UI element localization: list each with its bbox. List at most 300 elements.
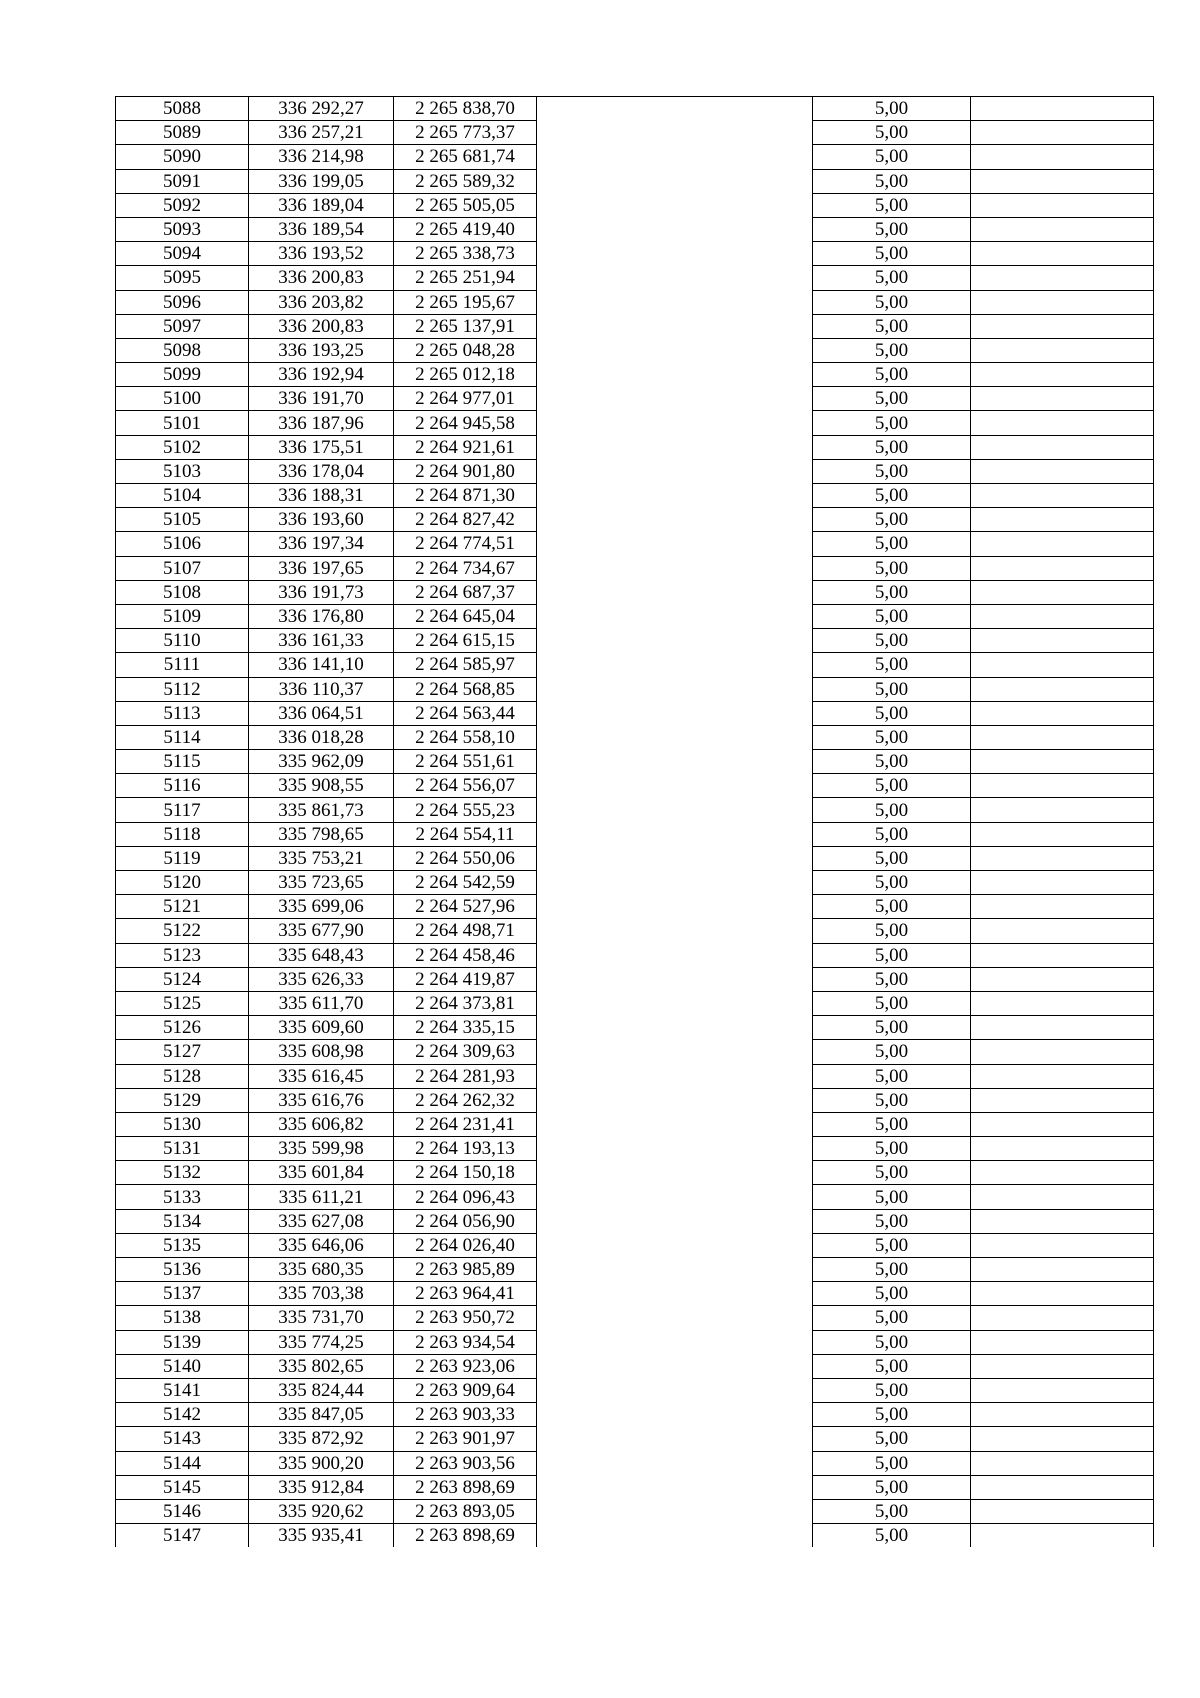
table-row — [116, 1330, 1154, 1354]
empty-cell — [537, 314, 813, 338]
point-number-cell: 5138 — [116, 1306, 249, 1330]
x-coordinate-cell: 335 699,06 — [249, 895, 394, 919]
value-cell: 5,00 — [813, 121, 971, 145]
empty-cell — [537, 193, 813, 217]
empty-cell — [971, 1137, 1154, 1161]
point-number-cell: 5107 — [116, 556, 249, 580]
point-number-cell: 5094 — [116, 242, 249, 266]
point-number-cell: 5132 — [116, 1161, 249, 1185]
empty-cell — [537, 1185, 813, 1209]
x-coordinate-cell: 335 753,21 — [249, 846, 394, 870]
empty-cell — [537, 266, 813, 290]
y-coordinate-cell: 2 263 903,56 — [394, 1451, 537, 1475]
table-row — [116, 1161, 1154, 1185]
point-number-cell: 5145 — [116, 1475, 249, 1499]
empty-cell — [537, 580, 813, 604]
empty-cell — [537, 169, 813, 193]
table-row — [116, 677, 1154, 701]
point-number-cell: 5099 — [116, 363, 249, 387]
point-number-cell: 5090 — [116, 145, 249, 169]
y-coordinate-cell: 2 265 773,37 — [394, 121, 537, 145]
point-number-cell: 5121 — [116, 895, 249, 919]
point-number-cell: 5108 — [116, 580, 249, 604]
empty-cell — [537, 338, 813, 362]
table-row — [116, 1378, 1154, 1402]
table-row — [116, 1137, 1154, 1161]
table-row — [116, 363, 1154, 387]
value-cell: 5,00 — [813, 1499, 971, 1523]
y-coordinate-cell: 2 265 589,32 — [394, 169, 537, 193]
y-coordinate-cell: 2 264 458,46 — [394, 943, 537, 967]
value-cell: 5,00 — [813, 604, 971, 628]
value-cell: 5,00 — [813, 387, 971, 411]
empty-cell — [971, 1524, 1154, 1548]
x-coordinate-cell: 336 200,83 — [249, 314, 394, 338]
y-coordinate-cell: 2 264 774,51 — [394, 532, 537, 556]
empty-cell — [537, 1354, 813, 1378]
empty-cell — [971, 556, 1154, 580]
empty-cell — [971, 193, 1154, 217]
point-number-cell: 5120 — [116, 871, 249, 895]
point-number-cell: 5133 — [116, 1185, 249, 1209]
empty-cell — [971, 1499, 1154, 1523]
y-coordinate-cell: 2 264 419,87 — [394, 967, 537, 991]
empty-cell — [971, 1427, 1154, 1451]
value-cell: 5,00 — [813, 242, 971, 266]
empty-cell — [537, 967, 813, 991]
empty-cell — [537, 1016, 813, 1040]
table-row — [116, 604, 1154, 628]
x-coordinate-cell: 335 900,20 — [249, 1451, 394, 1475]
y-coordinate-cell: 2 264 231,41 — [394, 1112, 537, 1136]
empty-cell — [971, 459, 1154, 483]
empty-cell — [537, 871, 813, 895]
y-coordinate-cell: 2 264 734,67 — [394, 556, 537, 580]
y-coordinate-cell: 2 264 977,01 — [394, 387, 537, 411]
table-row — [116, 266, 1154, 290]
point-number-cell: 5116 — [116, 774, 249, 798]
y-coordinate-cell: 2 263 909,64 — [394, 1378, 537, 1402]
x-coordinate-cell: 335 616,76 — [249, 1088, 394, 1112]
empty-cell — [971, 991, 1154, 1015]
point-number-cell: 5124 — [116, 967, 249, 991]
empty-cell — [537, 1112, 813, 1136]
value-cell: 5,00 — [813, 290, 971, 314]
empty-cell — [971, 314, 1154, 338]
value-cell: 5,00 — [813, 1282, 971, 1306]
y-coordinate-cell: 2 264 542,59 — [394, 871, 537, 895]
table-row — [116, 290, 1154, 314]
point-number-cell: 5143 — [116, 1427, 249, 1451]
value-cell: 5,00 — [813, 411, 971, 435]
value-cell: 5,00 — [813, 774, 971, 798]
table-row — [116, 169, 1154, 193]
x-coordinate-cell: 335 611,21 — [249, 1185, 394, 1209]
x-coordinate-cell: 335 731,70 — [249, 1306, 394, 1330]
value-cell: 5,00 — [813, 1330, 971, 1354]
point-number-cell: 5097 — [116, 314, 249, 338]
table-row — [116, 653, 1154, 677]
y-coordinate-cell: 2 265 137,91 — [394, 314, 537, 338]
x-coordinate-cell: 335 847,05 — [249, 1403, 394, 1427]
table-row — [116, 1403, 1154, 1427]
y-coordinate-cell: 2 264 498,71 — [394, 919, 537, 943]
point-number-cell: 5089 — [116, 121, 249, 145]
empty-cell — [537, 1209, 813, 1233]
empty-cell — [537, 1064, 813, 1088]
x-coordinate-cell: 335 908,55 — [249, 774, 394, 798]
empty-cell — [971, 1330, 1154, 1354]
value-cell: 5,00 — [813, 314, 971, 338]
x-coordinate-cell: 336 292,27 — [249, 97, 394, 121]
table-row — [116, 1233, 1154, 1257]
empty-cell — [537, 895, 813, 919]
y-coordinate-cell: 2 263 950,72 — [394, 1306, 537, 1330]
table-row — [116, 1524, 1154, 1548]
x-coordinate-cell: 336 193,60 — [249, 508, 394, 532]
empty-cell — [971, 121, 1154, 145]
empty-cell — [537, 1258, 813, 1282]
empty-cell — [971, 266, 1154, 290]
y-coordinate-cell: 2 264 554,11 — [394, 822, 537, 846]
table-row — [116, 1185, 1154, 1209]
y-coordinate-cell: 2 265 338,73 — [394, 242, 537, 266]
table-row — [116, 1064, 1154, 1088]
point-number-cell: 5126 — [116, 1016, 249, 1040]
y-coordinate-cell: 2 265 419,40 — [394, 217, 537, 241]
y-coordinate-cell: 2 264 373,81 — [394, 991, 537, 1015]
empty-cell — [971, 604, 1154, 628]
empty-cell — [971, 1161, 1154, 1185]
table-row — [116, 484, 1154, 508]
x-coordinate-cell: 336 200,83 — [249, 266, 394, 290]
empty-cell — [971, 169, 1154, 193]
table-row — [116, 750, 1154, 774]
y-coordinate-cell: 2 263 893,05 — [394, 1499, 537, 1523]
value-cell: 5,00 — [813, 701, 971, 725]
point-number-cell: 5105 — [116, 508, 249, 532]
coordinates-table — [115, 96, 1154, 1547]
value-cell: 5,00 — [813, 1233, 971, 1257]
empty-cell — [971, 1475, 1154, 1499]
empty-cell — [537, 1427, 813, 1451]
point-number-cell: 5144 — [116, 1451, 249, 1475]
table-row — [116, 991, 1154, 1015]
empty-cell — [971, 508, 1154, 532]
point-number-cell: 5114 — [116, 725, 249, 749]
x-coordinate-cell: 336 141,10 — [249, 653, 394, 677]
point-number-cell: 5100 — [116, 387, 249, 411]
point-number-cell: 5125 — [116, 991, 249, 1015]
empty-cell — [971, 1040, 1154, 1064]
empty-cell — [971, 1233, 1154, 1257]
value-cell: 5,00 — [813, 822, 971, 846]
empty-cell — [537, 725, 813, 749]
y-coordinate-cell: 2 264 056,90 — [394, 1209, 537, 1233]
empty-cell — [971, 653, 1154, 677]
point-number-cell: 5140 — [116, 1354, 249, 1378]
value-cell: 5,00 — [813, 1306, 971, 1330]
table-row — [116, 919, 1154, 943]
point-number-cell: 5112 — [116, 677, 249, 701]
y-coordinate-cell: 2 263 898,69 — [394, 1475, 537, 1499]
value-cell: 5,00 — [813, 798, 971, 822]
value-cell: 5,00 — [813, 1088, 971, 1112]
empty-cell — [971, 411, 1154, 435]
y-coordinate-cell: 2 263 964,41 — [394, 1282, 537, 1306]
y-coordinate-cell: 2 264 335,15 — [394, 1016, 537, 1040]
x-coordinate-cell: 335 774,25 — [249, 1330, 394, 1354]
y-coordinate-cell: 2 265 048,28 — [394, 338, 537, 362]
point-number-cell: 5110 — [116, 629, 249, 653]
empty-cell — [971, 1451, 1154, 1475]
empty-cell — [537, 1378, 813, 1402]
point-number-cell: 5092 — [116, 193, 249, 217]
value-cell: 5,00 — [813, 967, 971, 991]
point-number-cell: 5134 — [116, 1209, 249, 1233]
point-number-cell: 5098 — [116, 338, 249, 362]
table-row — [116, 580, 1154, 604]
y-coordinate-cell: 2 264 555,23 — [394, 798, 537, 822]
x-coordinate-cell: 336 189,54 — [249, 217, 394, 241]
x-coordinate-cell: 335 872,92 — [249, 1427, 394, 1451]
value-cell: 5,00 — [813, 266, 971, 290]
table-row — [116, 895, 1154, 919]
empty-cell — [537, 532, 813, 556]
value-cell: 5,00 — [813, 1427, 971, 1451]
x-coordinate-cell: 335 611,70 — [249, 991, 394, 1015]
x-coordinate-cell: 336 187,96 — [249, 411, 394, 435]
y-coordinate-cell: 2 265 681,74 — [394, 145, 537, 169]
empty-cell — [971, 871, 1154, 895]
point-number-cell: 5101 — [116, 411, 249, 435]
x-coordinate-cell: 335 606,82 — [249, 1112, 394, 1136]
empty-cell — [537, 435, 813, 459]
empty-cell — [971, 145, 1154, 169]
value-cell: 5,00 — [813, 556, 971, 580]
point-number-cell: 5095 — [116, 266, 249, 290]
table-row — [116, 217, 1154, 241]
value-cell: 5,00 — [813, 1524, 971, 1548]
empty-cell — [537, 387, 813, 411]
empty-cell — [971, 774, 1154, 798]
empty-cell — [537, 943, 813, 967]
value-cell: 5,00 — [813, 725, 971, 749]
point-number-cell: 5111 — [116, 653, 249, 677]
x-coordinate-cell: 335 798,65 — [249, 822, 394, 846]
empty-cell — [537, 919, 813, 943]
y-coordinate-cell: 2 264 585,97 — [394, 653, 537, 677]
x-coordinate-cell: 335 935,41 — [249, 1524, 394, 1548]
empty-cell — [537, 217, 813, 241]
empty-cell — [537, 1161, 813, 1185]
value-cell: 5,00 — [813, 1112, 971, 1136]
point-number-cell: 5129 — [116, 1088, 249, 1112]
value-cell: 5,00 — [813, 629, 971, 653]
y-coordinate-cell: 2 264 901,80 — [394, 459, 537, 483]
x-coordinate-cell: 336 203,82 — [249, 290, 394, 314]
y-coordinate-cell: 2 264 871,30 — [394, 484, 537, 508]
empty-cell — [971, 822, 1154, 846]
x-coordinate-cell: 336 257,21 — [249, 121, 394, 145]
table-row — [116, 1040, 1154, 1064]
y-coordinate-cell: 2 264 096,43 — [394, 1185, 537, 1209]
point-number-cell: 5119 — [116, 846, 249, 870]
point-number-cell: 5091 — [116, 169, 249, 193]
y-coordinate-cell: 2 264 150,18 — [394, 1161, 537, 1185]
empty-cell — [537, 1306, 813, 1330]
x-coordinate-cell: 336 064,51 — [249, 701, 394, 725]
empty-cell — [537, 798, 813, 822]
point-number-cell: 5141 — [116, 1378, 249, 1402]
x-coordinate-cell: 335 601,84 — [249, 1161, 394, 1185]
value-cell: 5,00 — [813, 169, 971, 193]
point-number-cell: 5136 — [116, 1258, 249, 1282]
table-row — [116, 411, 1154, 435]
point-number-cell: 5093 — [116, 217, 249, 241]
table-row — [116, 1475, 1154, 1499]
value-cell: 5,00 — [813, 1161, 971, 1185]
y-coordinate-cell: 2 263 898,69 — [394, 1524, 537, 1548]
y-coordinate-cell: 2 264 568,85 — [394, 677, 537, 701]
y-coordinate-cell: 2 264 558,10 — [394, 725, 537, 749]
y-coordinate-cell: 2 263 903,33 — [394, 1403, 537, 1427]
empty-cell — [537, 1403, 813, 1427]
value-cell: 5,00 — [813, 484, 971, 508]
point-number-cell: 5113 — [116, 701, 249, 725]
empty-cell — [537, 604, 813, 628]
table-row — [116, 1088, 1154, 1112]
point-number-cell: 5117 — [116, 798, 249, 822]
empty-cell — [971, 484, 1154, 508]
point-number-cell: 5109 — [116, 604, 249, 628]
point-number-cell: 5127 — [116, 1040, 249, 1064]
empty-cell — [971, 1354, 1154, 1378]
empty-cell — [537, 290, 813, 314]
point-number-cell: 5139 — [116, 1330, 249, 1354]
y-coordinate-cell: 2 264 309,63 — [394, 1040, 537, 1064]
x-coordinate-cell: 335 599,98 — [249, 1137, 394, 1161]
point-number-cell: 5103 — [116, 459, 249, 483]
table-row — [116, 1354, 1154, 1378]
point-number-cell: 5122 — [116, 919, 249, 943]
x-coordinate-cell: 335 824,44 — [249, 1378, 394, 1402]
empty-cell — [537, 750, 813, 774]
table-row — [116, 846, 1154, 870]
table-row — [116, 314, 1154, 338]
value-cell: 5,00 — [813, 508, 971, 532]
empty-cell — [971, 725, 1154, 749]
value-cell: 5,00 — [813, 193, 971, 217]
empty-cell — [537, 1330, 813, 1354]
value-cell: 5,00 — [813, 532, 971, 556]
empty-cell — [971, 97, 1154, 121]
empty-cell — [971, 629, 1154, 653]
x-coordinate-cell: 335 648,43 — [249, 943, 394, 967]
x-coordinate-cell: 335 609,60 — [249, 1016, 394, 1040]
table-row — [116, 387, 1154, 411]
y-coordinate-cell: 2 265 505,05 — [394, 193, 537, 217]
table-row — [116, 943, 1154, 967]
empty-cell — [971, 217, 1154, 241]
empty-cell — [971, 1209, 1154, 1233]
empty-cell — [537, 484, 813, 508]
empty-cell — [537, 1282, 813, 1306]
x-coordinate-cell: 336 197,65 — [249, 556, 394, 580]
empty-cell — [537, 411, 813, 435]
y-coordinate-cell: 2 264 827,42 — [394, 508, 537, 532]
x-coordinate-cell: 335 677,90 — [249, 919, 394, 943]
y-coordinate-cell: 2 265 251,94 — [394, 266, 537, 290]
point-number-cell: 5131 — [116, 1137, 249, 1161]
table-row — [116, 242, 1154, 266]
value-cell: 5,00 — [813, 1209, 971, 1233]
point-number-cell: 5128 — [116, 1064, 249, 1088]
empty-cell — [971, 532, 1154, 556]
point-number-cell: 5088 — [116, 97, 249, 121]
empty-cell — [971, 1088, 1154, 1112]
table-row — [116, 532, 1154, 556]
value-cell: 5,00 — [813, 846, 971, 870]
empty-cell — [971, 1112, 1154, 1136]
y-coordinate-cell: 2 264 262,32 — [394, 1088, 537, 1112]
empty-cell — [537, 1499, 813, 1523]
x-coordinate-cell: 335 608,98 — [249, 1040, 394, 1064]
x-coordinate-cell: 336 193,52 — [249, 242, 394, 266]
value-cell: 5,00 — [813, 145, 971, 169]
value-cell: 5,00 — [813, 1451, 971, 1475]
x-coordinate-cell: 335 703,38 — [249, 1282, 394, 1306]
value-cell: 5,00 — [813, 1403, 971, 1427]
empty-cell — [537, 1475, 813, 1499]
point-number-cell: 5147 — [116, 1524, 249, 1548]
empty-cell — [971, 677, 1154, 701]
x-coordinate-cell: 336 214,98 — [249, 145, 394, 169]
x-coordinate-cell: 335 861,73 — [249, 798, 394, 822]
table-row — [116, 193, 1154, 217]
x-coordinate-cell: 336 199,05 — [249, 169, 394, 193]
empty-cell — [537, 629, 813, 653]
x-coordinate-cell: 336 110,37 — [249, 677, 394, 701]
y-coordinate-cell: 2 264 945,58 — [394, 411, 537, 435]
x-coordinate-cell: 335 912,84 — [249, 1475, 394, 1499]
point-number-cell: 5142 — [116, 1403, 249, 1427]
empty-cell — [971, 242, 1154, 266]
x-coordinate-cell: 335 802,65 — [249, 1354, 394, 1378]
table-row — [116, 1306, 1154, 1330]
value-cell: 5,00 — [813, 217, 971, 241]
y-coordinate-cell: 2 264 921,61 — [394, 435, 537, 459]
table-row — [116, 871, 1154, 895]
empty-cell — [537, 1137, 813, 1161]
y-coordinate-cell: 2 264 527,96 — [394, 895, 537, 919]
empty-cell — [537, 363, 813, 387]
empty-cell — [971, 363, 1154, 387]
empty-cell — [537, 774, 813, 798]
point-number-cell: 5118 — [116, 822, 249, 846]
empty-cell — [537, 1451, 813, 1475]
empty-cell — [537, 653, 813, 677]
point-number-cell: 5102 — [116, 435, 249, 459]
point-number-cell: 5115 — [116, 750, 249, 774]
point-number-cell: 5104 — [116, 484, 249, 508]
y-coordinate-cell: 2 264 281,93 — [394, 1064, 537, 1088]
empty-cell — [971, 1282, 1154, 1306]
empty-cell — [537, 556, 813, 580]
table-row — [116, 1427, 1154, 1451]
empty-cell — [537, 508, 813, 532]
table-row — [116, 338, 1154, 362]
